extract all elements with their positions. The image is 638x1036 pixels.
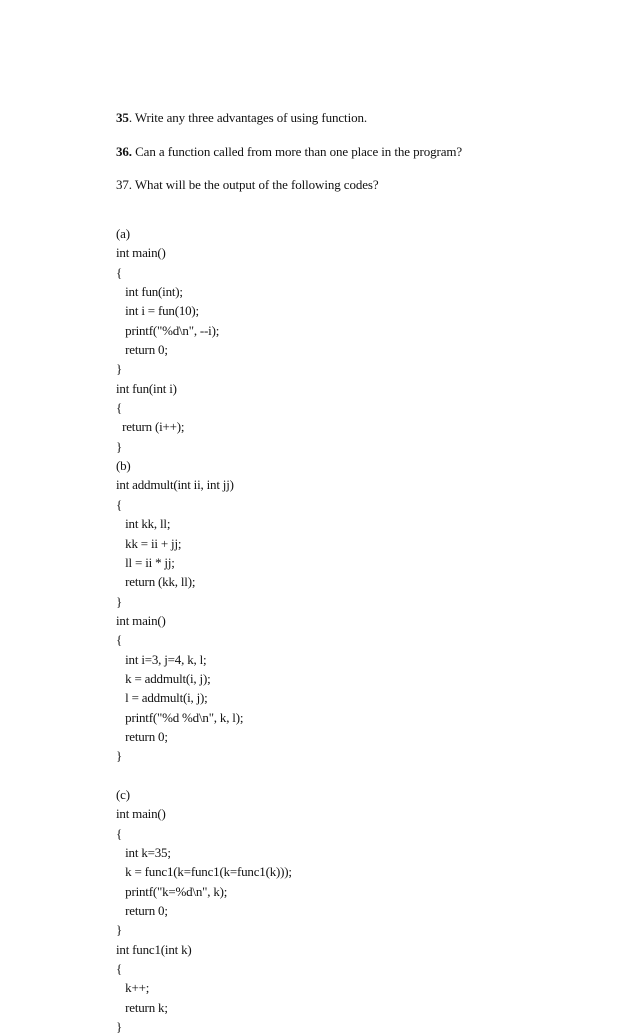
code-line: printf("k=%d\n", k); xyxy=(116,883,228,899)
code-line: return 0; xyxy=(116,903,168,919)
code-line: ll = ii * jj; xyxy=(116,554,175,570)
code-line: printf("%d\n", --i); xyxy=(116,322,220,338)
code-line: int fun(int i) xyxy=(116,380,177,396)
code-line: } xyxy=(116,748,123,764)
code-line: return 0; xyxy=(116,728,168,744)
code-line: (b) xyxy=(116,458,131,474)
question-number: 37. xyxy=(116,177,132,192)
code-line: (a) xyxy=(116,226,130,241)
code-line: { xyxy=(116,496,123,512)
code-line: int fun(int); xyxy=(116,284,183,300)
code-line: int k=35; xyxy=(116,845,171,860)
code-line: } xyxy=(116,593,123,609)
code-line: int kk, ll; xyxy=(116,516,171,532)
code-line: } xyxy=(116,1019,123,1035)
code-line: { xyxy=(116,961,123,977)
question-number: 35 xyxy=(116,110,129,125)
question-text: What will be the output of the following codes? xyxy=(131,177,379,192)
code-line: int main() xyxy=(116,245,166,261)
code-listing xyxy=(116,224,292,1036)
question-36 xyxy=(116,144,462,160)
code-line: return (i++); xyxy=(116,419,185,435)
code-line xyxy=(116,766,292,785)
code-line: int main() xyxy=(116,612,166,628)
code-line: printf("%d %d\n", k, l); xyxy=(116,709,244,725)
code-line: kk = ii + jj; xyxy=(116,535,182,551)
code-line: } xyxy=(116,361,123,377)
code-line: int i=3, j=4, k, l; xyxy=(116,651,207,667)
code-line: k = addmult(i, j); xyxy=(116,670,211,686)
question-text: Can a function called from more than one place in the program? xyxy=(131,144,463,159)
code-line: l = addmult(i, j); xyxy=(116,690,208,706)
code-line: int i = fun(10); xyxy=(116,303,199,319)
code-line: { xyxy=(116,632,123,648)
question-number: 36. xyxy=(116,144,132,159)
code-line: { xyxy=(116,825,123,841)
code-line: int func1(int k) xyxy=(116,941,192,957)
code-line: return 0; xyxy=(116,342,168,358)
question-37 xyxy=(116,177,379,193)
code-line: } xyxy=(116,922,123,938)
code-line: { xyxy=(116,264,123,280)
code-line: return (kk, ll); xyxy=(116,574,196,590)
code-line: k++; xyxy=(116,980,150,996)
question-text: . Write any three advantages of using function. xyxy=(128,110,368,125)
code-line: } xyxy=(116,438,123,454)
code-line: { xyxy=(116,400,123,416)
code-line: k = func1(k=func1(k=func1(k))); xyxy=(116,864,292,880)
code-line: int main() xyxy=(116,806,166,822)
code-line: return k; xyxy=(116,999,168,1015)
question-35 xyxy=(116,110,367,126)
code-line: int addmult(int ii, int jj) xyxy=(116,477,234,493)
code-line: (c) xyxy=(116,786,130,802)
